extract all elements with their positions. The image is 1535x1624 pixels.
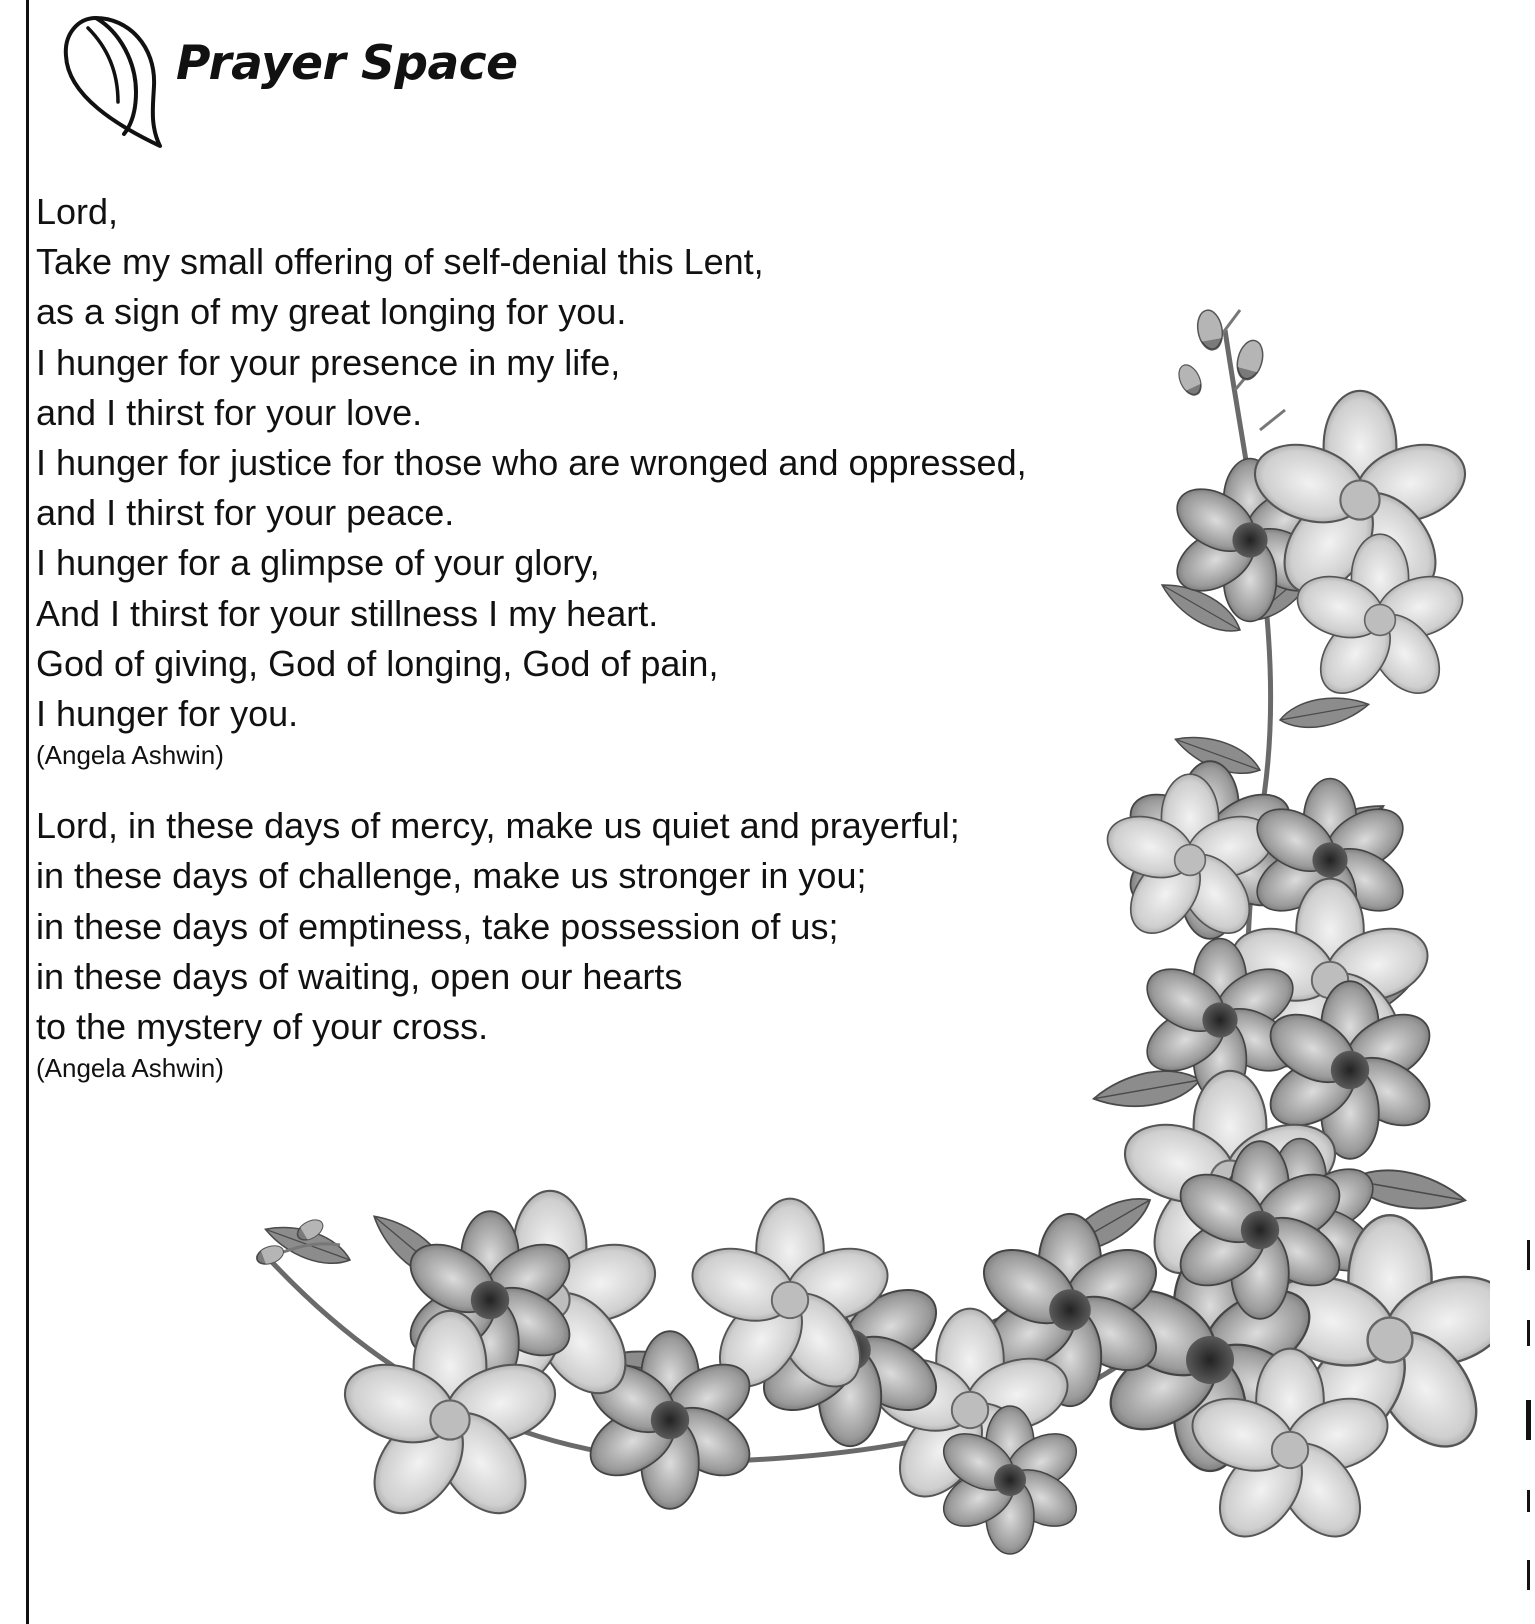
prayer-line: in these days of waiting, open our hearts bbox=[36, 955, 683, 997]
prayer-line: and I thirst for your love. bbox=[36, 391, 423, 433]
prayer-2 bbox=[36, 801, 1266, 1084]
prayer-line: Take my small offering of self-denial this Lent, bbox=[36, 241, 764, 283]
prayer-line: to the mystery of your cross. bbox=[36, 1006, 489, 1048]
prayer-list bbox=[36, 187, 1266, 1084]
page-title: Prayer Space bbox=[176, 36, 518, 91]
leaf-icon bbox=[58, 6, 178, 156]
prayer-line: in these days of emptiness, take possession of us; bbox=[36, 905, 839, 947]
prayer-line: God of giving, God of longing, God of pain, bbox=[36, 642, 719, 684]
prayer-line: I hunger for justice for those who are wronged and oppressed, bbox=[36, 442, 1027, 484]
prayer-line: I hunger for your presence in my life, bbox=[36, 341, 621, 383]
prayer-line: And I thirst for your stillness I my heart. bbox=[36, 592, 659, 634]
prayer-line: and I thirst for your peace. bbox=[36, 492, 455, 534]
prayer-line: I hunger for a glimpse of your glory, bbox=[36, 542, 600, 584]
prayer-line: in these days of challenge, make us stronger in you; bbox=[36, 855, 867, 897]
prayer-1 bbox=[36, 187, 1266, 771]
prayer-line: as a sign of my great longing for you. bbox=[36, 291, 627, 333]
left-border-rule bbox=[26, 0, 29, 1624]
header bbox=[58, 6, 618, 156]
prayer-attribution: (Angela Ashwin) bbox=[36, 1053, 224, 1084]
prayer-line: I hunger for you. bbox=[36, 693, 299, 735]
prayer-attribution: (Angela Ashwin) bbox=[36, 740, 224, 771]
edge-marks bbox=[1523, 1230, 1535, 1624]
prayer-line: Lord, in these days of mercy, make us quiet and prayerful; bbox=[36, 805, 960, 847]
prayer-line: Lord, bbox=[36, 191, 119, 232]
